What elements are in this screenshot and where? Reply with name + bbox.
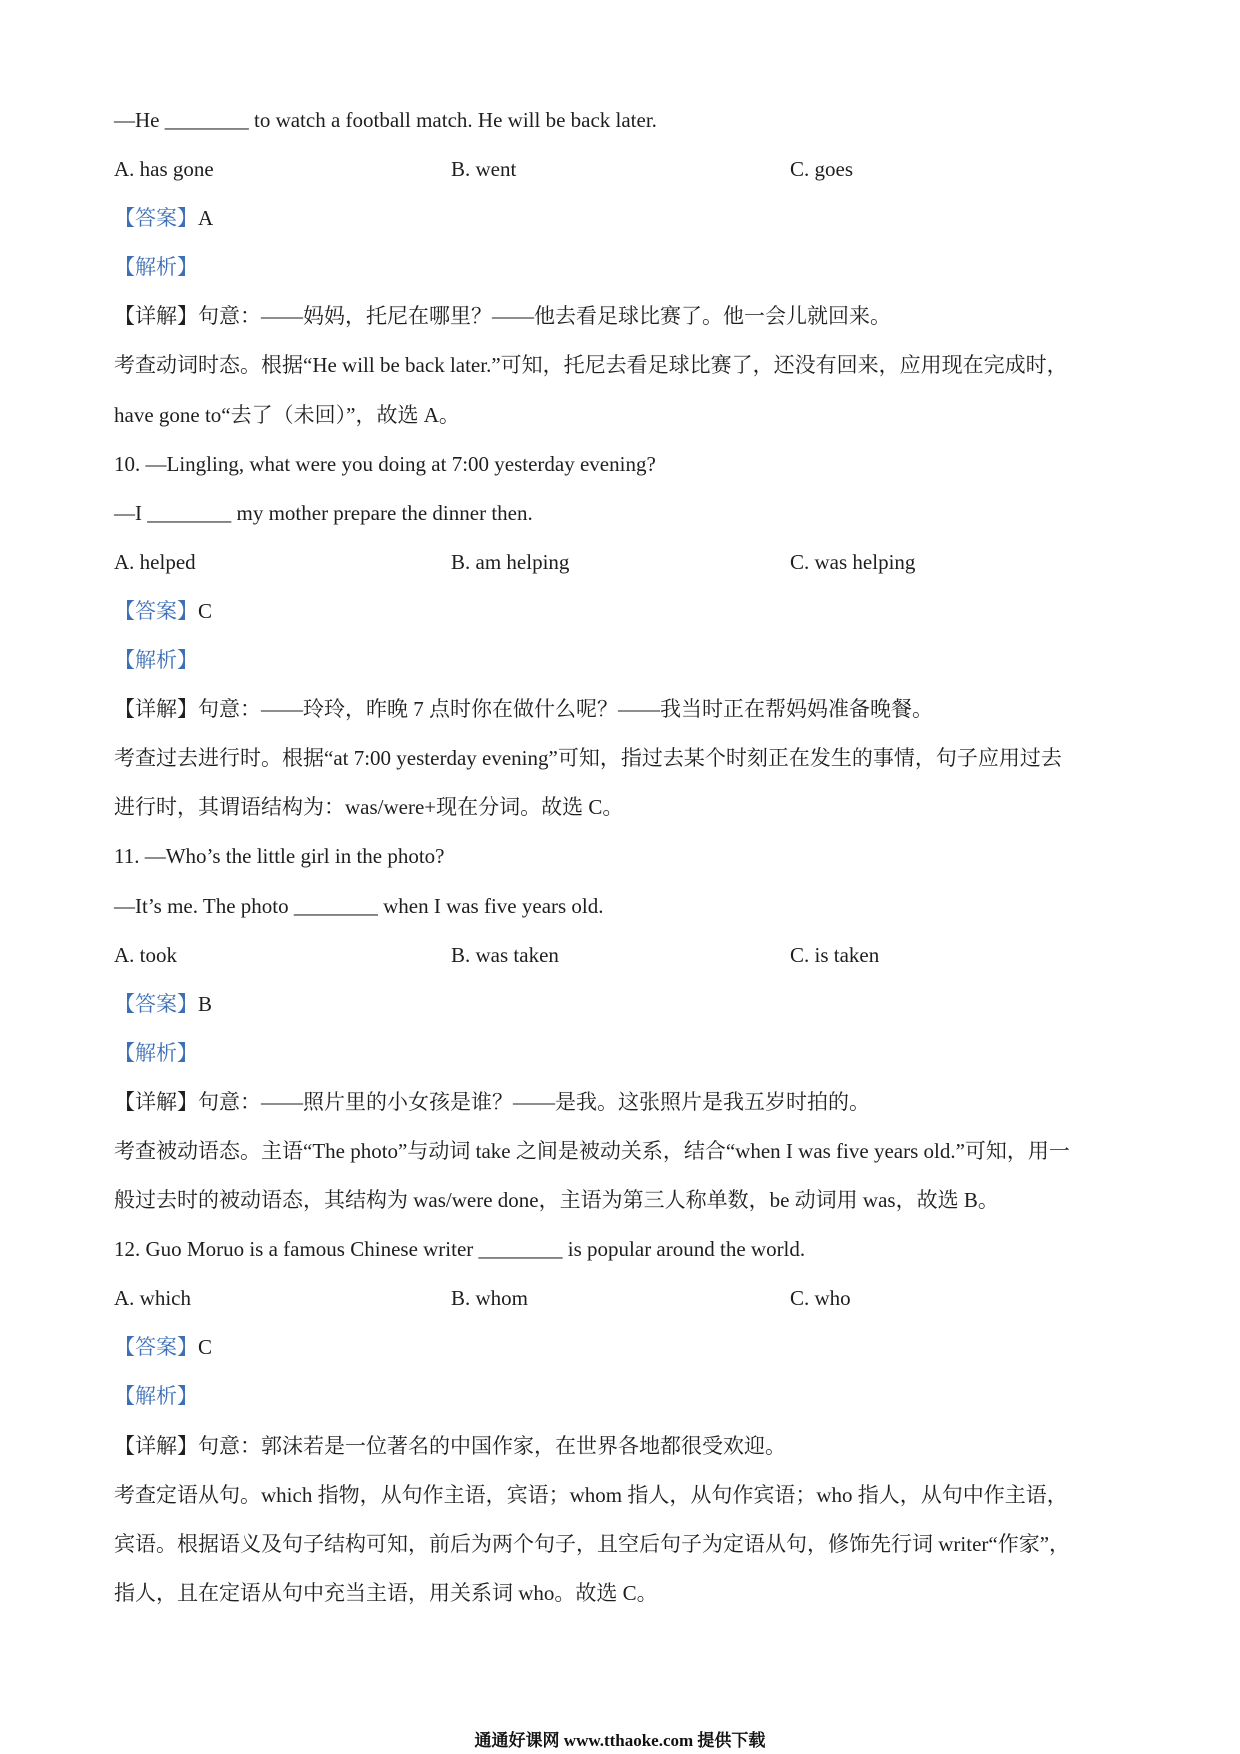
option-c: C. who: [790, 1286, 851, 1311]
detail-line: 般过去时的被动语态，其结构为 was/were done，主语为第三人称单数，be 动词用 was，故选 B。: [114, 1188, 999, 1213]
answer-line: [114, 980, 1224, 1029]
answer-label: 【答案】: [114, 1335, 198, 1360]
option-b: B. am helping: [451, 549, 570, 574]
detail-text: 句意：——妈妈，托尼在哪里？——他去看足球比赛了。他一会儿就回来。: [198, 304, 891, 329]
analysis-label: 【解析】: [114, 1040, 198, 1065]
answer-label: 【答案】: [114, 991, 198, 1016]
detail-line: 考查被动语态。主语“The photo”与动词 take 之间是被动关系，结合“when I was five years old.”可知，用一: [114, 1138, 1070, 1163]
options-row: [114, 538, 1224, 587]
detail-label: 【详解】: [114, 1089, 198, 1114]
question-stem: 12. Guo Moruo is a famous Chinese writer ________ is popular around the world.: [114, 1237, 806, 1262]
question-stem: —It’s me. The photo ________ when I was five years old.: [114, 893, 604, 918]
detail-text: 句意：——照片里的小女孩是谁？——是我。这张照片是我五岁时拍的。: [198, 1089, 870, 1114]
answer-line: [114, 194, 1224, 243]
detail-line: 考查定语从句。which 指物，从句作主语，宾语；whom 指人，从句作宾语；who 指人，从句中作主语，: [114, 1482, 1068, 1507]
question-stem: —He ________ to watch a football match. He will be back later.: [114, 108, 657, 132]
options-row: [114, 931, 1224, 980]
option-b: B. was taken: [451, 942, 559, 967]
options-row: [114, 145, 1224, 194]
detail-line: [114, 685, 1224, 734]
answer-value: B: [198, 991, 213, 1016]
option-c: C. was helping: [790, 549, 916, 574]
detail-text: 句意：——玲玲，昨晚 7 点时你在做什么呢？——我当时正在帮妈妈准备晚餐。: [198, 697, 933, 722]
detail-line: [114, 292, 1224, 341]
answer-line: [114, 1323, 1224, 1372]
question-stem: 11. —Who’s the little girl in the photo?: [114, 844, 445, 869]
document-body: [114, 96, 1224, 1618]
answer-value: A: [198, 206, 214, 231]
answer-label: 【答案】: [114, 206, 198, 231]
detail-line: 考查过去进行时。根据“at 7:00 yesterday evening”可知，指过去某个时刻正在发生的事情，句子应用过去: [114, 746, 1062, 771]
answer-line: [114, 587, 1224, 636]
options-row: [114, 1274, 1224, 1323]
detail-line: 指人，且在定语从句中充当主语，用关系词 who。故选 C。: [114, 1580, 658, 1605]
detail-line: have gone to“去了（未回）”，故选 A。: [114, 402, 460, 427]
detail-line: [114, 1078, 1224, 1127]
option-a: A. has gone: [114, 157, 214, 182]
option-a: A. helped: [114, 549, 196, 574]
option-b: B. went: [451, 157, 517, 182]
option-c: C. is taken: [790, 942, 880, 967]
detail-text: 句意：郭沫若是一位著名的中国作家，在世界各地都很受欢迎。: [198, 1433, 786, 1458]
answer-label: 【答案】: [114, 598, 198, 623]
question-stem: 10. —Lingling, what were you doing at 7:00 yesterday evening?: [114, 451, 656, 476]
option-b: B. whom: [451, 1286, 529, 1311]
option-a: A. took: [114, 942, 177, 967]
answer-value: C: [198, 598, 213, 623]
detail-label: 【详解】: [114, 1433, 198, 1458]
answer-value: C: [198, 1335, 213, 1360]
question-stem: —I ________ my mother prepare the dinner then.: [114, 500, 533, 525]
detail-label: 【详解】: [114, 697, 198, 722]
detail-line: 宾语。根据语义及句子结构可知，前后为两个句子，且空后句子为定语从句，修饰先行词 writer“作家”，: [114, 1531, 1071, 1556]
option-a: A. which: [114, 1286, 191, 1311]
detail-line: 考查动词时态。根据“He will be back later.”可知，托尼去看足球比赛了，还没有回来，应用现在完成时，: [114, 353, 1068, 378]
analysis-label: 【解析】: [114, 1384, 198, 1409]
detail-line: [114, 1422, 1224, 1471]
detail-line: 进行时，其谓语结构为：was/were+现在分词。故选 C。: [114, 795, 624, 820]
analysis-label: 【解析】: [114, 648, 198, 673]
option-c: C. goes: [790, 157, 853, 182]
page-footer: 通通好课网 www.tthaoke.com 提供下载: [474, 1731, 766, 1750]
analysis-label: 【解析】: [114, 255, 198, 280]
detail-label: 【详解】: [114, 304, 198, 329]
